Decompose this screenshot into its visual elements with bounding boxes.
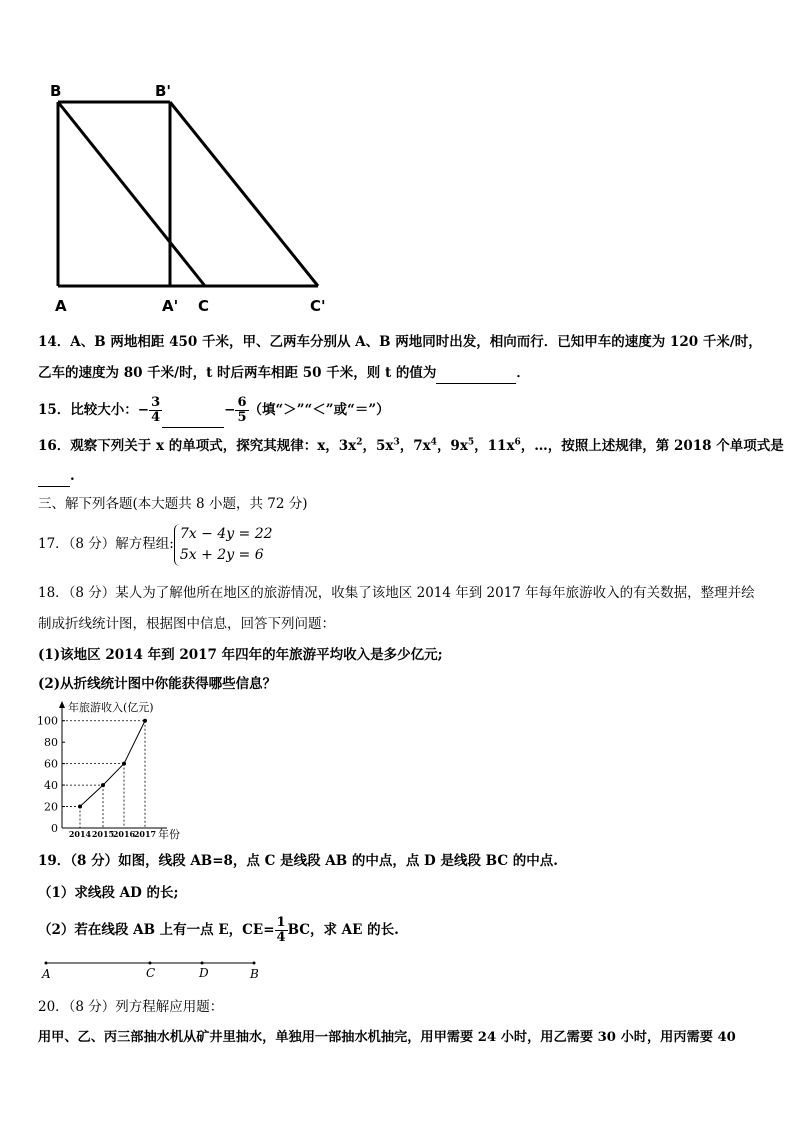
parallelogram-figure <box>40 80 340 320</box>
series-line <box>80 721 145 807</box>
label-c: C <box>198 297 210 315</box>
fraction-3-4: $\frac{3}{4}$ <box>151 395 161 425</box>
q15-label: 15．比较大小： <box>38 402 138 418</box>
x-axis-label: 年份 <box>158 828 180 841</box>
segment-bprime-cprime <box>170 102 318 286</box>
q16-line2: . <box>38 466 75 487</box>
q17-label: 17．（8 分）解方程组: <box>38 536 174 552</box>
label-c-prime: C' <box>310 297 326 315</box>
answer-blank-q15[interactable] <box>162 393 224 428</box>
label-b: B <box>50 82 62 100</box>
q19-sub2: （2）若在线段 AB 上有一点 E，CE= $\frac{1}{4}$ BC，求 AE 的长. <box>38 915 399 945</box>
q15-hint: （填“＞”“＜”或“＝”） <box>248 402 390 418</box>
q18-sub1: (1)该地区 2014 年到 2017 年四年的年旅游平均收入是多少亿元; <box>38 647 443 663</box>
q15-line: 15．比较大小：− $\frac{3}{4}$ − $\frac{6}{5}$ （填“＞”“＜”或“＝”） <box>38 393 390 428</box>
q16-line1: 16．观察下列关于 x 的单项式，探究其规律：x，$3x^2$，$5x^3$，$7x^4$，$9x^5$，$11x^6$，…，按照上述规律，第 2018 个单项式是 <box>38 437 784 454</box>
point-a-label: A <box>42 967 51 981</box>
q17-line <box>38 522 273 566</box>
point-b-label: B <box>250 967 259 981</box>
equation-system: 7x − 4y = 22 5x + 2y = 6 <box>174 524 273 566</box>
x-tick-label: 2014 <box>68 829 92 839</box>
q19-line1: 19．（8 分）如图，线段 AB=8，点 C 是线段 AB 的中点，点 D 是线段 BC 的中点. <box>38 853 558 869</box>
label-a: A <box>55 297 67 315</box>
y-axis-arrow <box>59 701 65 708</box>
y-tick-label: 60 <box>44 757 58 771</box>
data-point-2017 <box>143 719 147 723</box>
y-axis-label: 年旅游收入(亿元) <box>68 701 154 714</box>
fraction-6-5: $\frac{6}{5}$ <box>237 395 247 425</box>
q20-line1: 20．（8 分）列方程解应用题： <box>38 999 224 1015</box>
y-tick-label: 0 <box>51 822 58 835</box>
segment-b-c <box>58 102 205 286</box>
x-tick-label: 2015 <box>91 829 115 839</box>
data-point-2016 <box>122 762 126 766</box>
tourism-income-line-chart <box>35 700 205 845</box>
section-3-heading: 三、解下列各题(本大题共 8 小题，共 72 分) <box>38 496 308 512</box>
q14-line2-text: 乙车的速度为 80 千米/时，t 时后两车相距 50 千米，则 t 的值为 <box>38 365 437 381</box>
segment-ab-figure <box>38 955 268 985</box>
label-a-prime: A' <box>162 297 179 315</box>
label-b-prime: B' <box>155 82 172 100</box>
y-tick-label: 20 <box>44 800 58 814</box>
y-tick-label: 80 <box>44 736 58 750</box>
q18-sub2: (2)从折线统计图中你能获得哪些信息？ <box>38 676 277 692</box>
y-tick-label: 40 <box>44 779 58 793</box>
data-point-2015 <box>101 783 105 787</box>
q18-line2: 制成折线统计图，根据图中信息，回答下列问题： <box>38 616 335 632</box>
x-tick-label: 2017 <box>133 829 157 839</box>
answer-blank-q14[interactable] <box>436 363 516 384</box>
data-point-2014 <box>78 805 82 809</box>
fraction-1-4: $\frac{1}{4}$ <box>276 915 286 945</box>
q14-line1: 14．A、B 两地相距 450 千米，甲、乙两车分别从 A、B 两地同时出发，相向而行．已知甲车的速度为 120 千米/时， <box>38 334 762 350</box>
answer-blank-q16[interactable] <box>38 466 70 487</box>
y-tick-label: 100 <box>37 714 58 728</box>
point-d-label: D <box>199 966 209 980</box>
q14-line2: 乙车的速度为 80 千米/时，t 时后两车相距 50 千米，则 t 的值为 ． <box>38 363 530 384</box>
q20-line2: 用甲、乙、丙三部抽水机从矿井里抽水，单独用一部抽水机抽完，用甲需要 24 小时，用乙需要 30 小时，用丙需要 40 <box>38 1030 736 1045</box>
q19-sub1: （1）求线段 AD 的长; <box>38 885 179 901</box>
point-c-label: C <box>146 966 156 980</box>
x-tick-label: 2016 <box>112 829 136 839</box>
q18-line1: 18．（8 分）某人为了解他所在地区的旅游情况，收集了该地区 2014 年到 2017 年每年旅游收入的有关数据，整理并绘 <box>38 585 755 601</box>
